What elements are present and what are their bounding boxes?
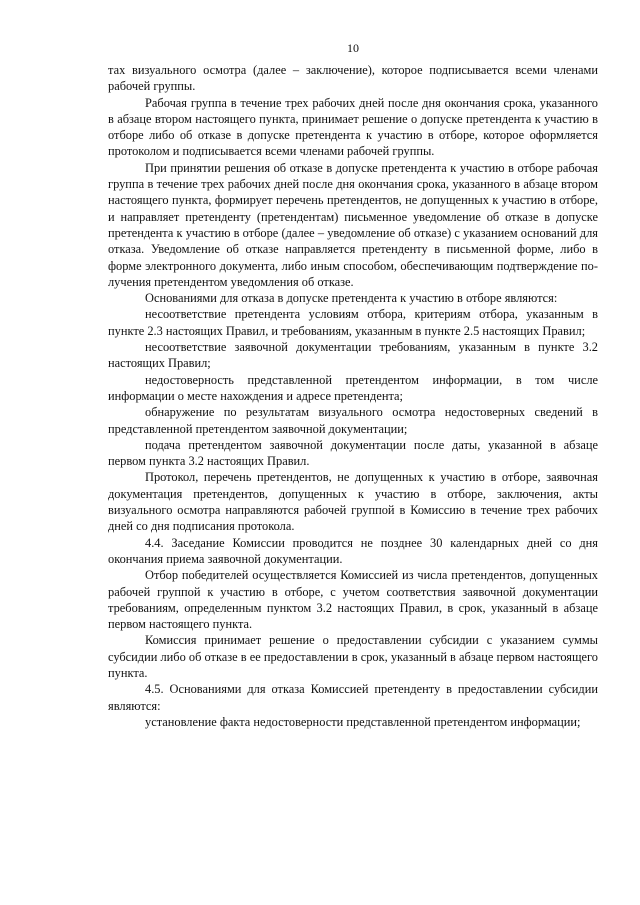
document-page — [108, 40, 598, 730]
page-number: 10 — [347, 41, 359, 55]
list-item-noncompliance-conditions: несоответствие претендента условиям отбора, критериям отбора, указанным в пункте 2.3 настоящих Правил, и требованиям, указанным в пункте 2.5 настоящих Правил; — [108, 307, 598, 338]
paragraph-continuation: тах визуального осмотра (далее – заключение), которое подписывается всеми членами рабочей группы. — [108, 63, 598, 94]
paragraph-section-4-4: 4.4. Заседание Комиссии проводится не позднее 30 календарных дней со дня окончания приема заявочной документации. — [108, 535, 598, 566]
list-item-false-information-established: установление факта недостоверности представленной претендентом информации; — [145, 714, 581, 729]
paragraph-working-group-decision: Рабочая группа в течение трех рабочих дней после дня окончания срока, указанного в абзаце втором настоящего пункта, принимает решение о допуске претендента к участию в отборе либо об отказе в допуске претендента к участию в отборе, которое оформляется протоколом и подписывается всеми членами рабочей группы. — [108, 95, 598, 159]
list-item-false-information: недостоверность представленной претендентом информации, в том числе информации о месте нахождения и адресе претендента; — [108, 372, 598, 403]
list-item-inspection-findings: обнаружение по результатам визуального осмотра недостоверных сведений в представленной претендентом заявочной документации; — [108, 405, 598, 436]
paragraph-protocol-transfer: Протокол, перечень претендентов, не допущенных к участию в отборе, заявочная документация претендентов, допущенных к участию в отборе, заключения, акты визуального осмотра направляются рабочей группой в Комиссию в течение трех рабочих дней со дня подписания протокола. — [108, 470, 598, 534]
list-item-noncompliance-documents: несоответствие заявочной документации требованиям, указанным в пункте 3.2 настоящих Правил; — [108, 340, 598, 371]
paragraph-commission-decision: Комиссия принимает решение о предоставлении субсидии с указанием суммы субсидии либо об отказе в ее предоставлении в срок, указанный в абзаце первом настоящего пункта. — [108, 633, 598, 680]
list-item-late-submission: подача претендентом заявочной документации после даты, указанной в абзаце первом пункта 3.2 настоящих Правил. — [108, 437, 598, 469]
paragraph-refusal-grounds-intro: Основаниями для отказа в допуске претендента к участию в отборе являются: — [145, 291, 558, 306]
paragraph-section-4-5: 4.5. Основаниями для отказа Комиссией претенденту в предоставлении субсидии являются: — [108, 682, 598, 713]
paragraph-winner-selection: Отбор победителей осуществляется Комиссией из числа претендентов, допущенных рабочей группой к участию в отборе, с учетом соответствия заявочной документации требованиям, определенным пунктом 3.2 настоящих Правил, в срок, указанный в абзаце первом настоящего пункта. — [108, 568, 598, 632]
paragraph-refusal-notice: При принятии решения об отказе в допуске претендента к участию в отборе рабочая группа в течение трех рабочих дней после дня окончания срока, указанного в абзаце втором настоящего пункта, формирует перечень претендентов, не допущенных к участию в отборе, и направляет претенденту (претендентам) письменное уведомление об отказе в допуске претендента к участию в отборе (далее – уведомление об отказе) с указанием оснований для отказа. Уведомление об отказе направляется претенденту в письменной форме, либо в форме электронного документа, либо иным способом, обеспечивающим подтверждение получения претендентом уведомления об отказе. — [108, 160, 598, 289]
